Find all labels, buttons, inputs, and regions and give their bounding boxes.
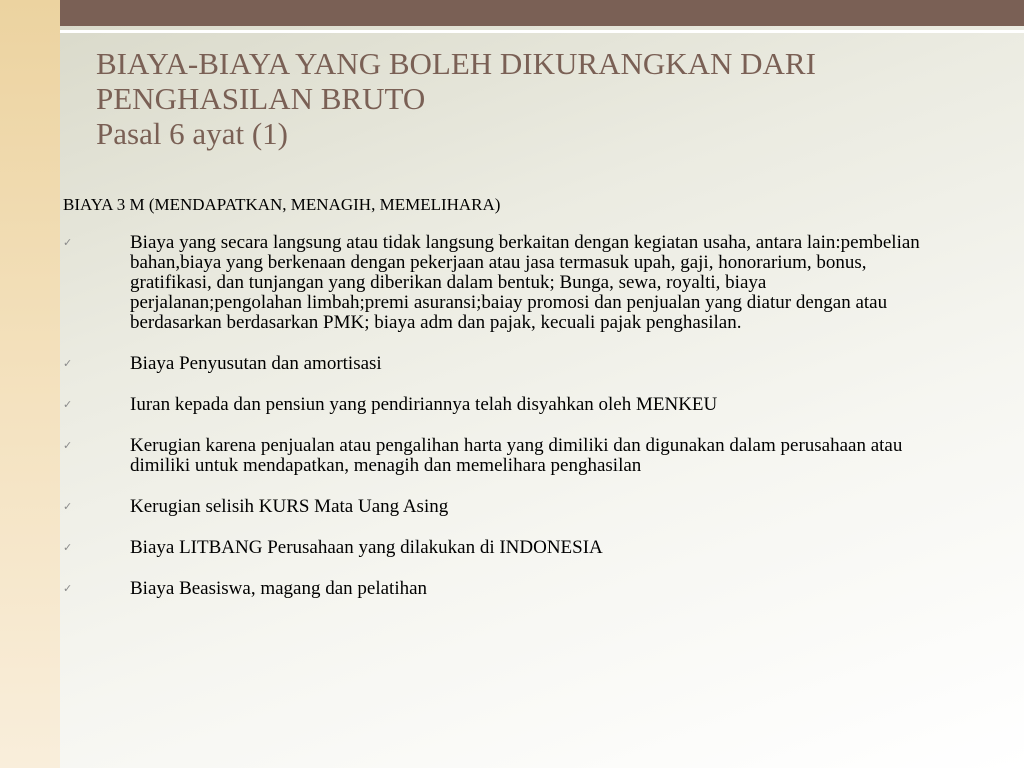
bullet-item <box>63 538 943 558</box>
left-accent-bar <box>0 0 60 768</box>
bullet-item <box>63 436 943 476</box>
check-icon: ✓ <box>63 236 73 249</box>
subheading: BIAYA 3 M (MENDAPATKAN, MENAGIH, MEMELIHARA) <box>63 195 501 214</box>
slide-content <box>63 194 943 620</box>
bullet-item <box>63 233 943 333</box>
title-line-3: Pasal 6 ayat (1) <box>96 116 288 151</box>
top-divider-line <box>60 30 1024 33</box>
bullet-text: Biaya Penyusutan dan amortisasi <box>130 353 382 374</box>
bullet-text: Kerugian karena penjualan atau pengalihan harta yang dimiliki dan digunakan dalam perusahaan atau dimiliki untuk mendapatkan, menagih dan memelihara penghasilan <box>130 435 903 476</box>
check-icon: ✓ <box>63 582 73 595</box>
bullet-text: Kerugian selisih KURS Mata Uang Asing <box>130 496 449 517</box>
slide-title <box>96 46 996 151</box>
check-icon: ✓ <box>63 439 73 452</box>
title-line-2: PENGHASILAN BRUTO <box>96 81 426 116</box>
bullet-item <box>63 395 943 415</box>
bullet-text: Iuran kepada dan pensiun yang pendiriannya telah disyahkan oleh MENKEU <box>130 394 718 415</box>
check-icon: ✓ <box>63 541 73 554</box>
check-icon: ✓ <box>63 357 73 370</box>
title-line-1: BIAYA-BIAYA YANG BOLEH DIKURANGKAN DARI <box>96 46 816 81</box>
bullet-item <box>63 579 943 599</box>
check-icon: ✓ <box>63 398 73 411</box>
bullet-text: Biaya LITBANG Perusahaan yang dilakukan di INDONESIA <box>130 537 603 558</box>
check-icon: ✓ <box>63 500 73 513</box>
top-accent-bar <box>60 0 1024 26</box>
bullet-text: Biaya Beasiswa, magang dan pelatihan <box>130 578 428 599</box>
bullet-item <box>63 354 943 374</box>
bullet-item <box>63 497 943 517</box>
bullet-text: Biaya yang secara langsung atau tidak langsung berkaitan dengan kegiatan usaha, antara lain:pembelian bahan,biaya yang berkenaan dengan pekerjaan atau jasa termasuk upah, gaji, honorarium, bonus, gratifikasi, dan tunjangan yang diberikan dalam bentuk; Bunga, sewa, royalti, biaya perjalanan;pengolahan limbah;premi asuransi;baiay promosi dan penjualan yang diatur dengan atau berdasarkan berdasarkan PMK; biaya adm dan pajak, kecuali pajak penghasilan. <box>130 232 920 333</box>
